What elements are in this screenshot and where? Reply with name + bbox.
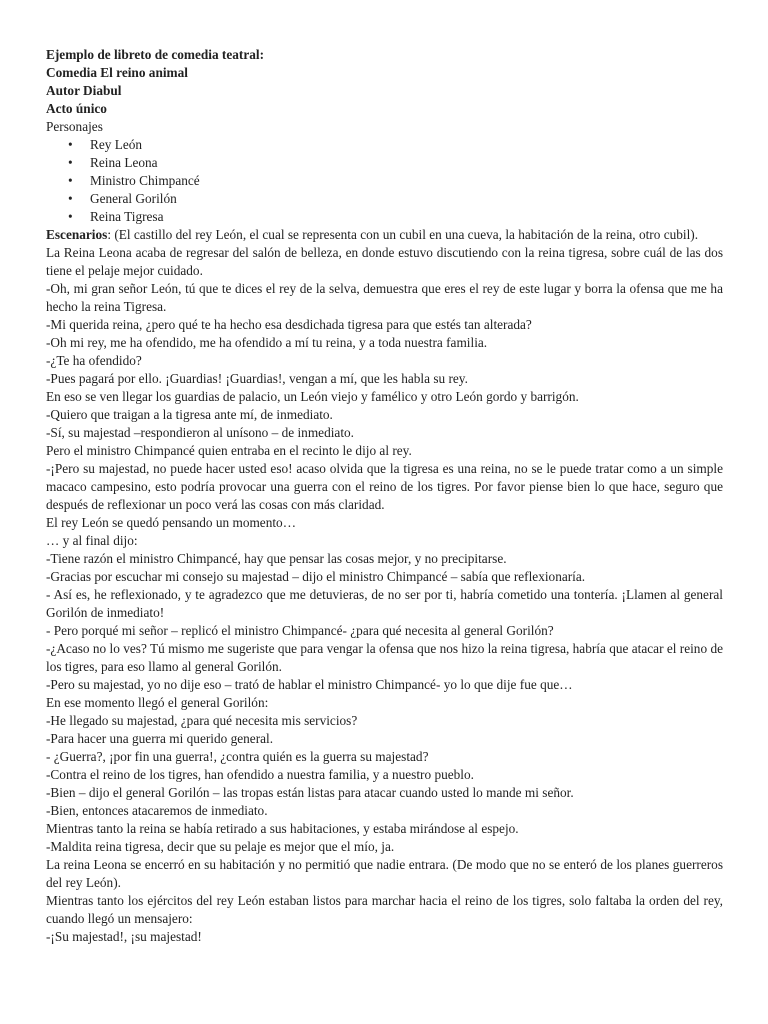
paragraph: - Así es, he reflexionado, y te agradezco que me detuvieras, de no ser por ti, habría cometido una tontería. ¡Llamen al general Gorilón de inmediato!	[46, 587, 723, 620]
bullet-icon: •	[68, 137, 73, 152]
script-page	[46, 46, 723, 946]
cast-item-label: Reina Leona	[90, 155, 158, 170]
paragraph: -Gracias por escuchar mi consejo su majestad – dijo el ministro Chimpancé – sabía que reflexionaría.	[46, 569, 586, 584]
paragraph: -Contra el reino de los tigres, han ofendido a nuestra familia, y a nuestro pueblo.	[46, 767, 474, 782]
cast-item	[68, 190, 723, 208]
paragraph: -¡Pero su majestad, no puede hacer usted eso! acaso olvida que la tigresa es una reina, no se le puede tratar como a un simple macaco campesino, esto podría provocar una guerra con el reino de los tigres. Por favor piense bien lo que hace, seguro que después de reflexionar un poco verá las cosas con más claridad.	[46, 461, 723, 512]
paragraph: - ¿Guerra?, ¡por fin una guerra!, ¿contra quién es la guerra su majestad?	[46, 749, 429, 764]
paragraph: -¿Acaso no lo ves? Tú mismo me sugeriste que para vengar la ofensa que nos hizo la reina tigresa, habría que atacar el reino de los tigres, para eso llamo al general Gorilón.	[46, 641, 723, 674]
paragraph: -Pero su majestad, yo no dije eso – trató de hablar el ministro Chimpancé- yo lo que dije fue que…	[46, 677, 573, 692]
paragraph: -Oh mi rey, me ha ofendido, me ha ofendido a mí tu reina, y a toda nuestra familia.	[46, 335, 488, 350]
paragraph: -¿Te ha ofendido?	[46, 353, 142, 368]
paragraph: Mientras tanto la reina se había retirado a sus habitaciones, y estaba mirándose al espejo.	[46, 821, 519, 836]
paragraph: -¡Su majestad!, ¡su majestad!	[46, 929, 202, 944]
cast-item	[68, 154, 723, 172]
paragraph: - Pero porqué mi señor – replicó el ministro Chimpancé- ¿para qué necesita al general Gorilón?	[46, 623, 554, 638]
paragraph: -Pues pagará por ello. ¡Guardias! ¡Guardias!, vengan a mí, que les habla su rey.	[46, 371, 468, 386]
paragraph: En eso se ven llegar los guardias de palacio, un León viejo y famélico y otro León gordo y barrigón.	[46, 389, 579, 404]
scenery-text: : (El castillo del rey León, el cual se representa con un cubil en una cueva, la habitación de la reina, otro cubil).	[107, 227, 699, 242]
bullet-icon: •	[68, 155, 73, 170]
act-line: Acto único	[46, 101, 107, 116]
paragraph: El rey León se quedó pensando un momento…	[46, 515, 296, 530]
paragraph: -Quiero que traigan a la tigresa ante mí, de inmediato.	[46, 407, 333, 422]
paragraph: Mientras tanto los ejércitos del rey León estaban listos para marchar hacia el reino de los tigres, solo faltaba la orden del rey, cuando llegó un mensajero:	[46, 893, 723, 926]
paragraph: -Oh, mi gran señor León, tú que te dices el rey de la selva, demuestra que eres el rey de este lugar y borra la ofensa que me ha hecho la reina Tigresa.	[46, 281, 723, 314]
bullet-icon: •	[68, 191, 73, 206]
author-line: Autor Diabul	[46, 83, 122, 98]
paragraph: En ese momento llegó el general Gorilón:	[46, 695, 269, 710]
cast-item-label: Reina Tigresa	[90, 209, 164, 224]
paragraph: -Maldita reina tigresa, decir que su pelaje es mejor que el mío, ja.	[46, 839, 395, 854]
cast-item	[68, 208, 723, 226]
bullet-icon: •	[68, 209, 73, 224]
paragraph: -Bien – dijo el general Gorilón – las tropas están listas para atacar cuando usted lo mande mi señor.	[46, 785, 574, 800]
cast-title: Personajes	[46, 119, 103, 134]
cast-item-label: General Gorilón	[90, 191, 177, 206]
bullet-icon: •	[68, 173, 73, 188]
paragraph: La reina Leona se encerró en su habitación y no permitió que nadie entrara. (De modo que no se enteró de los planes guerreros del rey León).	[46, 857, 723, 890]
paragraph: -He llegado su majestad, ¿para qué necesita mis servicios?	[46, 713, 358, 728]
paragraph: -Mi querida reina, ¿pero qué te ha hecho esa desdichada tigresa para que estés tan alterada?	[46, 317, 532, 332]
paragraph: … y al final dijo:	[46, 533, 138, 548]
paragraph: -Sí, su majestad –respondieron al unísono – de inmediato.	[46, 425, 354, 440]
paragraph: Pero el ministro Chimpancé quien entraba en el recinto le dijo al rey.	[46, 443, 412, 458]
paragraph: -Para hacer una guerra mi querido general.	[46, 731, 274, 746]
paragraph: -Tiene razón el ministro Chimpancé, hay que pensar las cosas mejor, y no precipitarse.	[46, 551, 507, 566]
cast-list	[46, 136, 723, 226]
cast-item	[68, 136, 723, 154]
scenery-paragraph	[46, 226, 723, 244]
cast-item-label: Rey León	[90, 137, 143, 152]
cast-item-label: Ministro Chimpancé	[90, 173, 200, 188]
document-title: Ejemplo de libreto de comedia teatral:	[46, 47, 264, 62]
cast-item	[68, 172, 723, 190]
dialogue-body	[46, 244, 723, 946]
scenery-label: Escenarios	[46, 227, 108, 242]
comedy-title: Comedia El reino animal	[46, 65, 188, 80]
paragraph: La Reina Leona acaba de regresar del salón de belleza, en donde estuvo discutiendo con la reina tigresa, sobre cuál de las dos tiene el pelaje mejor cuidado.	[46, 245, 723, 278]
paragraph: -Bien, entonces atacaremos de inmediato.	[46, 803, 268, 818]
